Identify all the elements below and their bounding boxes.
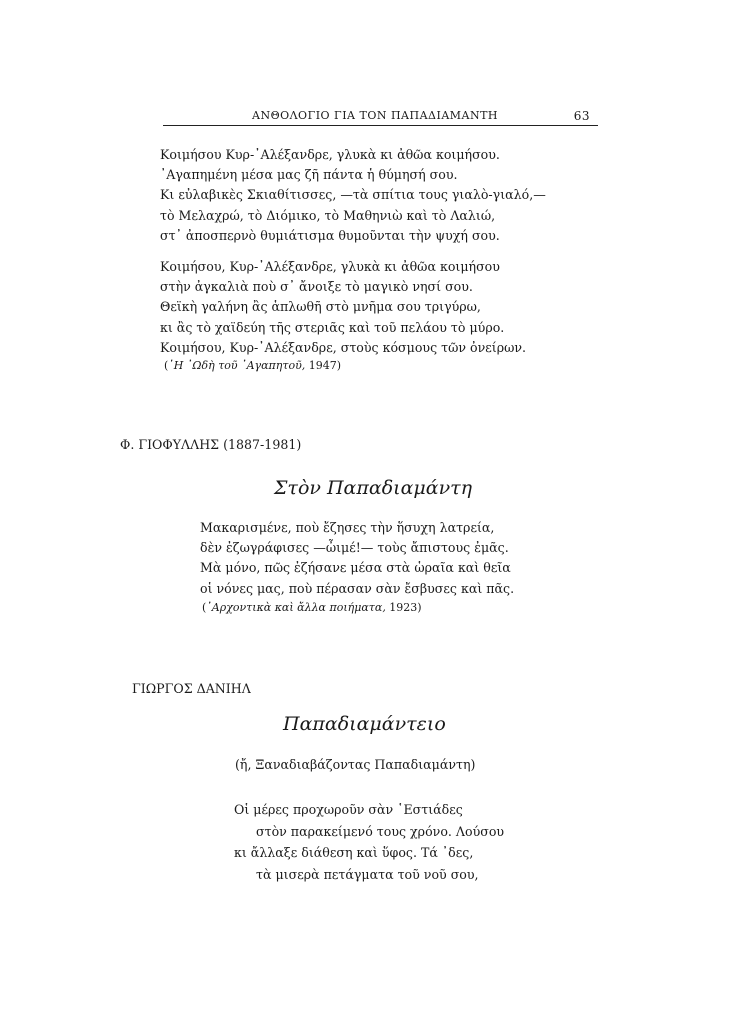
poem-line: ᾿Αγαπημένη μέσα μας ζῆ πάντα ἡ θύμησή σου. [160, 167, 458, 183]
poem-line: Μακαρισμένε, ποὺ ἔζησες τὴν ἥσυχη λατρεία, [200, 520, 495, 535]
source-year: 1947) [305, 359, 342, 372]
poem-line: στὴν ἀγκαλιὰ ποὺ σ᾿ ἄνοιξε τὸ μαγικὸ νησί σου. [160, 279, 473, 295]
poem1-stanza-1 [160, 145, 546, 246]
poem-line: Κι εὐλαβικὲς Σκιαθίτισσες, —τὰ σπίτια τους γιαλὸ-γιαλό,— [160, 187, 546, 203]
poem-line: τὸ Μελαχρώ, τὸ Διόμικο, τὸ Μαθηνιὼ καὶ τὸ Λαλιώ, [160, 207, 496, 223]
poem2-stanza [200, 518, 514, 599]
poem2-title: Στὸν Παπαδιαμάντη [274, 477, 473, 499]
source-year: 1923) [385, 601, 422, 614]
poem2-author: Φ. ΓΙΟΦΥΛΛΗΣ (1887-1981) [120, 437, 302, 452]
running-head [160, 107, 600, 125]
poem-line: δὲν ἐζωγράφισες —ὦιμέ!— τοὺς ἄπιστους ἐμᾶς. [200, 540, 509, 556]
poem-line: κι ἂς τὸ χαϊδεύη τῆς στεριᾶς καὶ τοῦ πελάου τὸ μύρο. [160, 319, 505, 335]
source-work-title: ᾿Αρχοντικὰ καὶ ἄλλα ποιήματα, [206, 601, 386, 614]
poem-line: κι ἄλλαξε διάθεση καὶ ὕφος. Τά ᾿δες, [234, 845, 474, 860]
source-work-title: ῾Η ᾿Ωδὴ τοῦ ᾿Αγαπητοῦ, [168, 359, 306, 372]
poem-line: τὰ μισερὰ πετάγματα τοῦ νοῦ σου, [256, 866, 479, 882]
poem3-title: Παπαδιαμάντειο [283, 713, 446, 735]
poem-line: στ᾿ ἀποσπερνὸ θυμιάτισμα θυμοῦνται τὴν ψυχή σου. [160, 227, 500, 243]
poem3-author: ΓΙΩΡΓΟΣ ΔΑΝΙΗΛ [132, 681, 251, 696]
poem-line: Οἱ μέρες προχωροῦν σὰν ῾Εστιάδες [234, 802, 463, 817]
poem2-source [202, 601, 422, 614]
poem3-stanza [234, 799, 504, 885]
poem-line: Θεϊκὴ γαλήνη ἂς ἁπλωθῆ στὸ μνῆμα σου τριγύρω, [160, 299, 481, 315]
source-open-paren: ( [164, 359, 169, 372]
poem3-subtitle: (ἤ, Ξαναδιαβάζοντας Παπαδιαμάντη) [235, 757, 476, 772]
poem-line: Κοιμήσου, Κυρ-᾿Αλέξανδρε, στοὺς κόσμους τῶν ὀνείρων. [160, 339, 527, 355]
poem-line: οἱ νόνες μας, ποὺ πέρασαν σὰν ἔσβυσες καὶ πᾶς. [200, 580, 515, 596]
header-rule [163, 125, 598, 126]
running-title: ΑΝΘΟΛΟΓΙΟ ΓΙΑ ΤΟΝ ΠΑΠΑΔΙΑΜΑΝΤΗ [252, 109, 499, 122]
source-open-paren: ( [202, 601, 207, 614]
poem-line: στὸν παρακείμενό τους χρόνο. Λούσου [256, 823, 505, 839]
poem1-source [164, 359, 341, 372]
poem1-stanza-2 [160, 257, 526, 358]
poem-line: Μὰ μόνο, πῶς ἐζήσανε μέσα στὰ ὡραῖα καὶ θεῖα [200, 560, 511, 576]
poem-line: Κοιμήσου, Κυρ-᾿Αλέξανδρε, γλυκὰ κι ἀθῶα κοιμήσου [160, 259, 500, 274]
page-number: 63 [573, 109, 590, 123]
poem-line: Κοιμήσου Κυρ-᾿Αλέξανδρε, γλυκὰ κι ἀθῶα κοιμήσου. [160, 147, 500, 162]
